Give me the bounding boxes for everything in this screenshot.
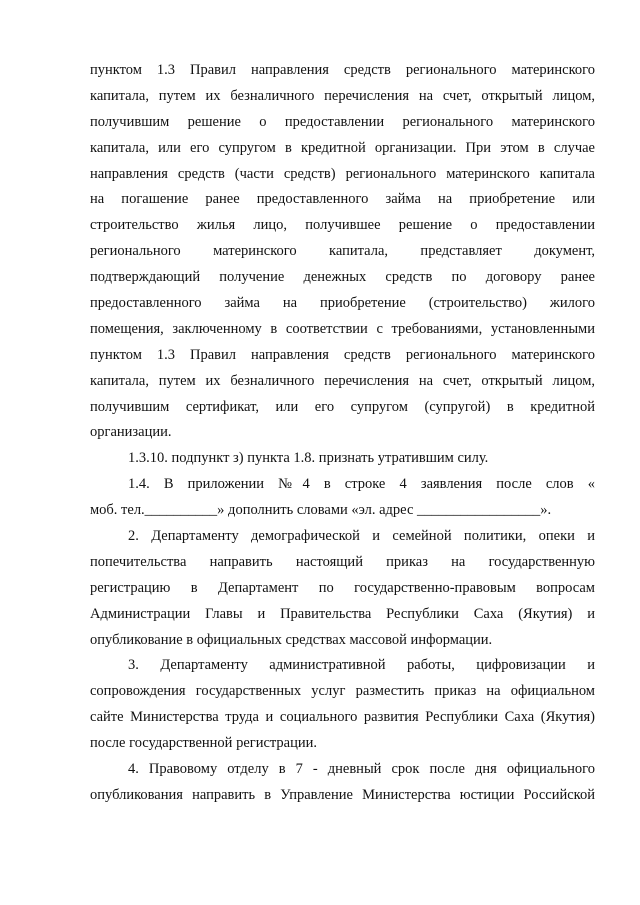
text-line: направления средств (части средств) регионального материнского капитала (90, 165, 595, 182)
text-line: капитала, путем их безналичного перечисления на счет, открытый лицом, (90, 372, 595, 389)
text-line: капитала, путем их безналичного перечисления на счет, открытый лицом, (90, 87, 595, 104)
text-line: моб. тел.__________» дополнить словами «эл. адрес _________________». (90, 502, 552, 519)
text-line: регистрацию в Департамент по государственно-правовым вопросам (90, 579, 595, 596)
text-line: попечительства направить настоящий приказ на государственную (90, 553, 595, 570)
paragraph-4 (90, 757, 595, 809)
text-line: опубликования направить в Управление Министерства юстиции Российской (90, 786, 595, 803)
text-line: организации. (90, 424, 172, 441)
text-line: пунктом 1.3 Правил направления средств регионального материнского (90, 62, 595, 78)
text-line: получившим решение о предоставлении регионального материнского (90, 113, 595, 130)
text-line: регионального материнского капитала, представляет документ, (90, 243, 595, 260)
text-line: подтверждающий получение денежных средств по договору ранее (90, 269, 595, 286)
paragraph-2 (90, 524, 595, 653)
paragraph-1-4 (90, 472, 595, 524)
text-line: опубликование в официальных средствах массовой информации. (90, 631, 493, 648)
text-line: 4. Правовому отделу в 7 - дневный срок после дня официального (128, 761, 595, 778)
paragraph-1-3-10 (90, 446, 595, 472)
text-line: капитала, или его супругом в кредитной организации. При этом в случае (90, 139, 595, 156)
paragraph-3 (90, 653, 595, 757)
text-line: помещения, заключенному в соответствии с требованиями, установленными (90, 320, 595, 337)
text-line: 2. Департаменту демографической и семейной политики, опеки и (128, 528, 595, 545)
text-line: сопровождения государственных услуг разместить приказ на официальном (90, 683, 595, 700)
text-line: 1.3.10. подпункт з) пункта 1.8. признать утратившим силу. (128, 450, 489, 467)
text-line: 1.4. В приложении №4 в строке 4 заявления после слов « (128, 476, 595, 493)
text-line: получившим сертификат, или его супругом (супругой) в кредитной (90, 398, 595, 415)
text-line: сайте Министерства труда и социального развития Республики Саха (Якутия) (90, 709, 595, 726)
text-line: на погашение ранее предоставленного займа на приобретение или (90, 191, 595, 208)
paragraph-1-3-9-continuation (90, 58, 595, 446)
text-line: строительство жилья лицо, получившее решение о предоставлении (90, 217, 595, 234)
text-line: 3. Департаменту административной работы, цифровизации и (128, 657, 595, 674)
text-line: Администрации Главы и Правительства Республики Саха (Якутия) и (90, 605, 595, 622)
text-line: после государственной регистрации. (90, 735, 318, 752)
text-line: предоставленного займа на приобретение (строительство) жилого (90, 295, 595, 312)
document-body (90, 58, 595, 809)
text-line: пунктом 1.3 Правил направления средств регионального материнского (90, 346, 595, 363)
